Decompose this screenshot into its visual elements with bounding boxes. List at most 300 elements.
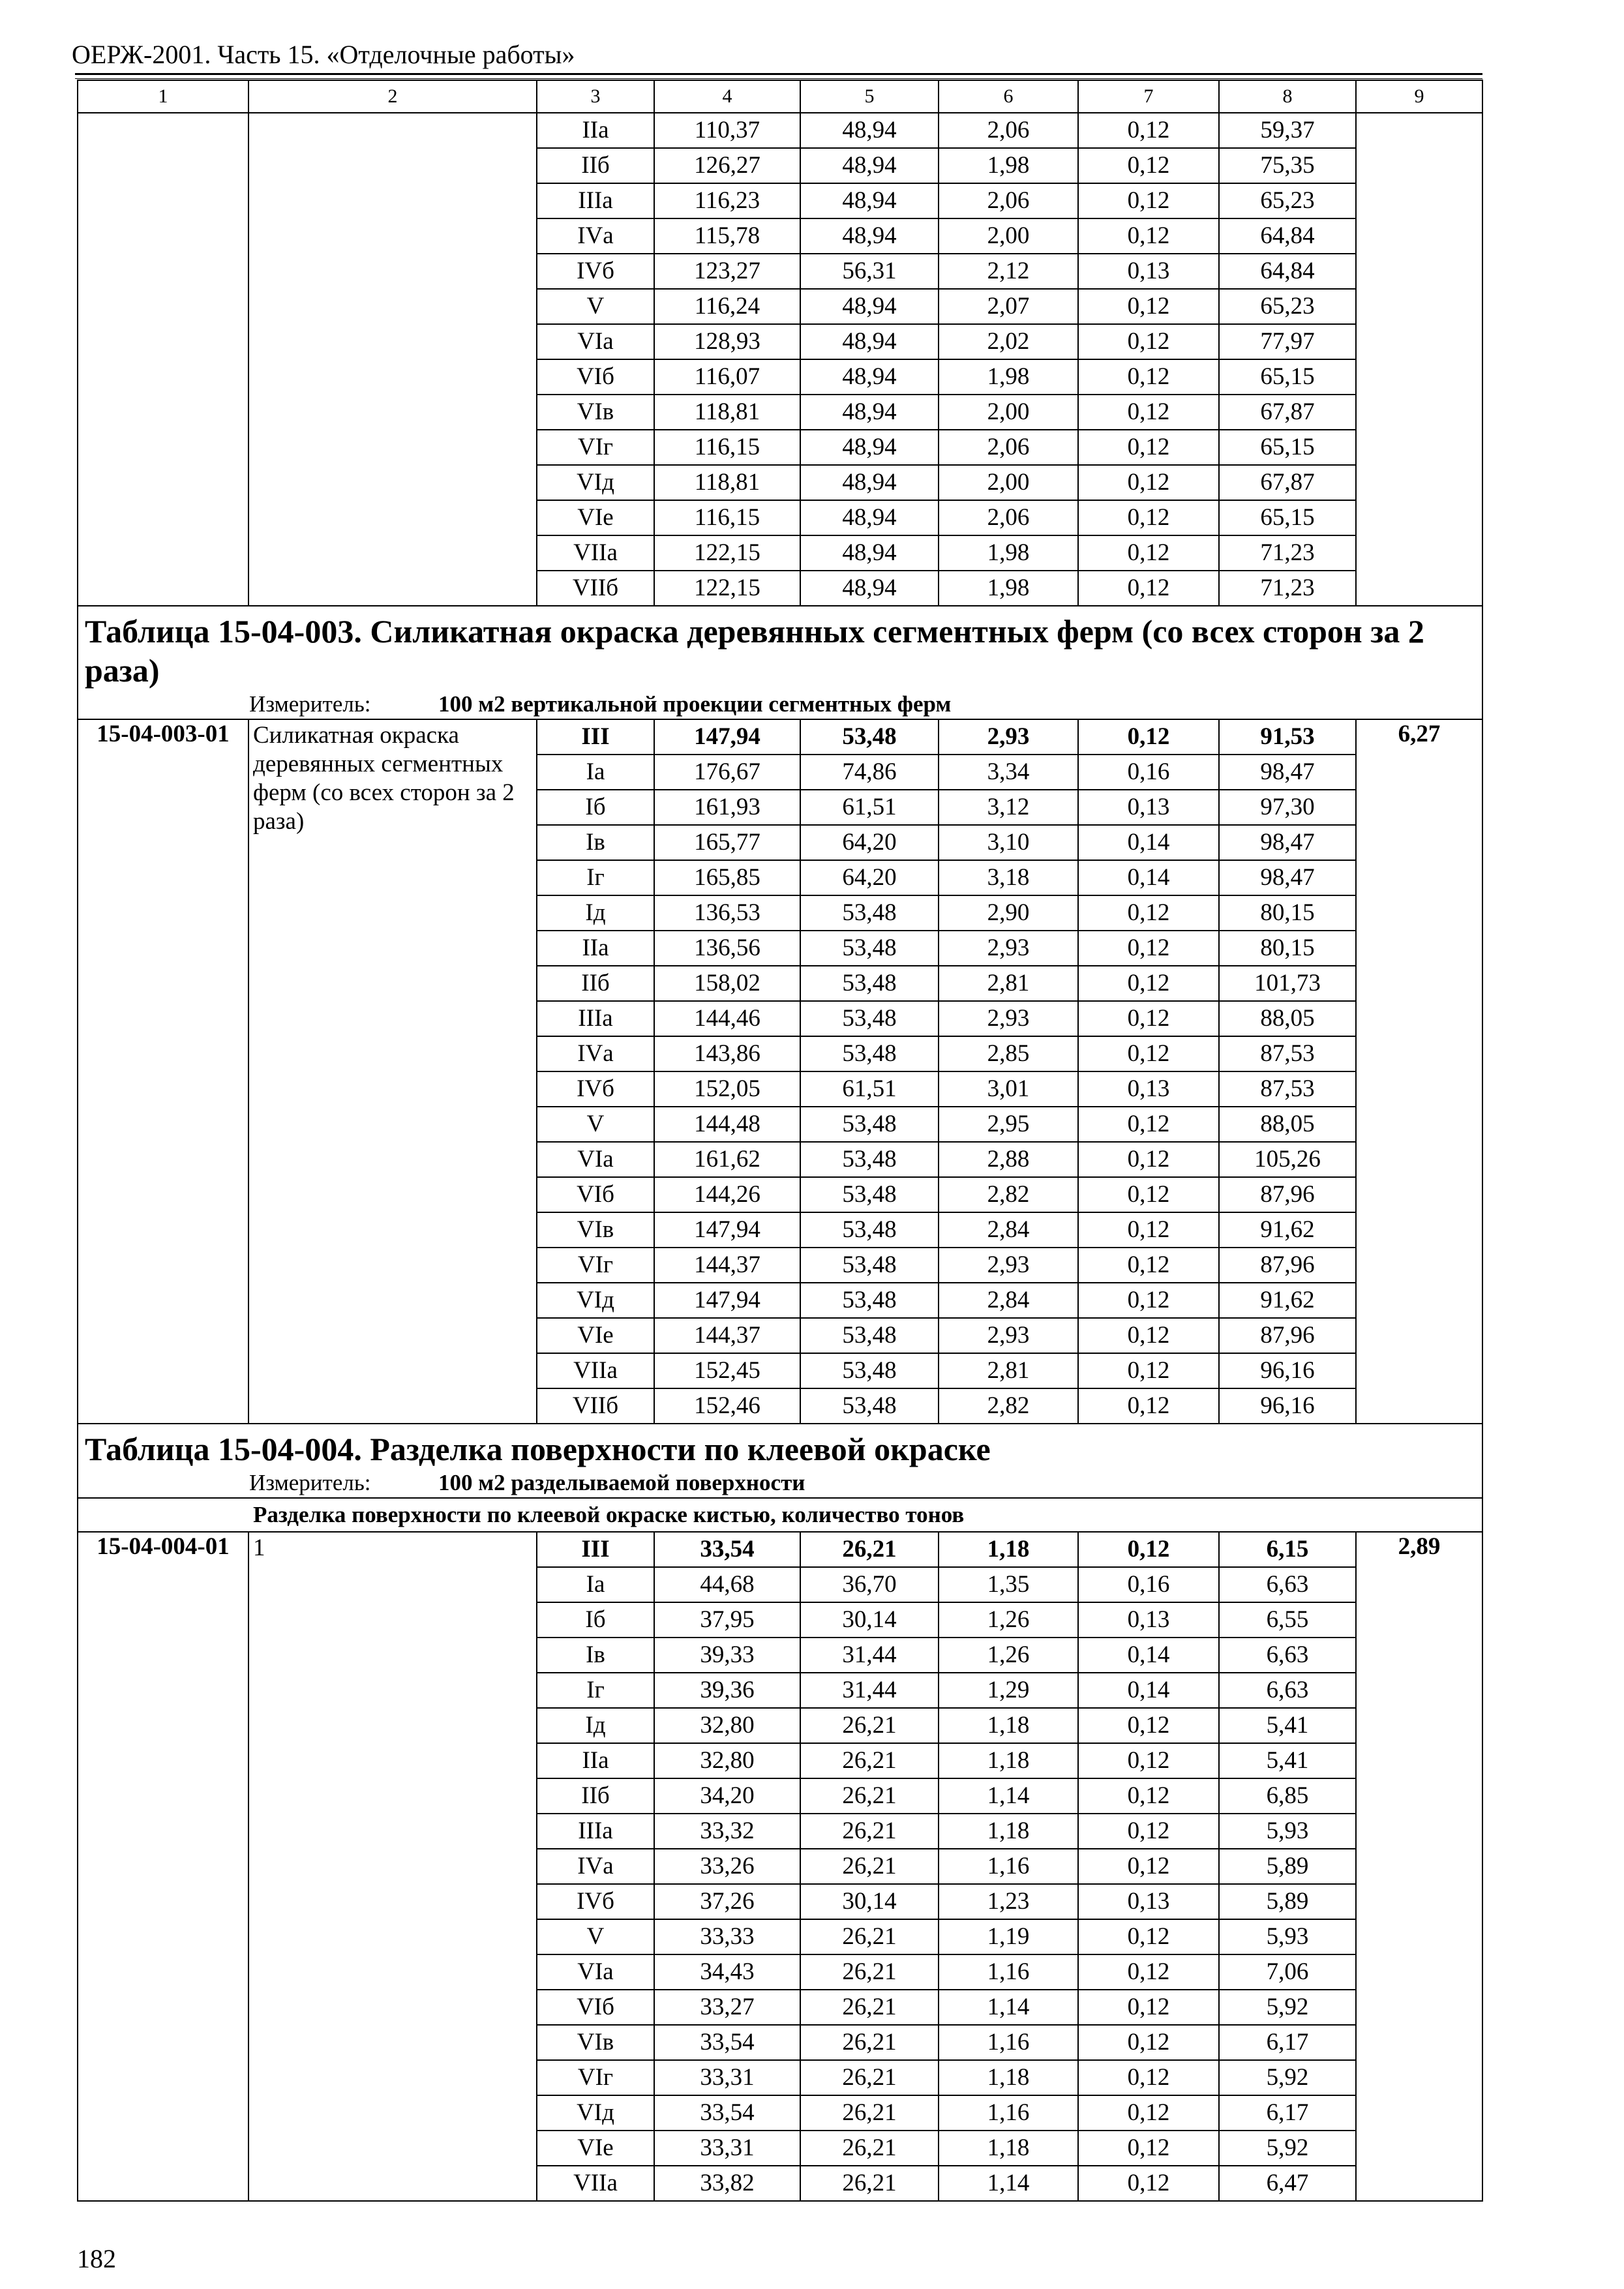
value-cell: 53,48 [800,1248,939,1283]
value-cell: 88,05 [1219,1107,1356,1142]
value-cell: 1,16 [939,1954,1078,1990]
value-cell: 32,80 [654,1743,800,1778]
value-cell: 98,47 [1219,755,1356,790]
value-cell: IIб [537,148,654,183]
value-cell: 80,15 [1219,895,1356,931]
value-cell: 53,48 [800,719,939,755]
value-cell: 1,18 [939,1743,1078,1778]
value-cell: 0,12 [1078,289,1219,324]
value-cell: V [537,1919,654,1954]
header-rule-thin [75,78,1482,79]
value-cell: 0,13 [1078,790,1219,825]
value-cell: 101,73 [1219,966,1356,1001]
table-title-row [78,1424,1482,1469]
value-cell: 0,12 [1078,966,1219,1001]
value-cell: 53,48 [800,1353,939,1388]
value-cell: 6,15 [1219,1532,1356,1567]
value-cell: 6,17 [1219,2025,1356,2060]
value-cell: 0,12 [1078,1532,1219,1567]
value-cell: 53,48 [800,1318,939,1353]
value-cell: 67,87 [1219,465,1356,500]
value-cell: 105,26 [1219,1142,1356,1177]
rates-table [77,80,1483,2202]
value-cell: 0,12 [1078,2060,1219,2095]
value-cell: 161,62 [654,1142,800,1177]
value-cell: 33,54 [654,2095,800,2131]
value-cell: VIIа [537,535,654,571]
value-cell: 2,06 [939,430,1078,465]
value-cell: 30,14 [800,1602,939,1638]
value-cell: 33,31 [654,2131,800,2166]
value-cell: 33,54 [654,1532,800,1567]
value-cell: 87,53 [1219,1071,1356,1107]
value-cell: 87,53 [1219,1036,1356,1071]
value-cell: VIг [537,430,654,465]
value-cell: 53,48 [800,966,939,1001]
value-cell: 6,63 [1219,1638,1356,1673]
value-cell: 1,14 [939,1990,1078,2025]
value-cell: 2,12 [939,254,1078,289]
value-cell: 1,35 [939,1567,1078,1602]
value-cell: 48,94 [800,535,939,571]
value-cell: 26,21 [800,1849,939,1884]
value-cell: 0,12 [1078,1318,1219,1353]
value-cell: Iв [537,825,654,860]
value-cell: 65,15 [1219,359,1356,395]
table-row [78,1532,1482,1567]
value-cell: IIб [537,966,654,1001]
value-cell: 37,95 [654,1602,800,1638]
value-cell: VIIб [537,571,654,606]
value-cell: V [537,1107,654,1142]
value-cell: 56,31 [800,254,939,289]
value-cell: Iд [537,1708,654,1743]
value-cell: 1,18 [939,2131,1078,2166]
value-cell: 0,12 [1078,1849,1219,1884]
value-cell: 6,85 [1219,1778,1356,1814]
value-cell: 53,48 [800,895,939,931]
value-cell: 136,53 [654,895,800,931]
table-title: Таблица 15-04-004. Разделка поверхности по клеевой окраске [78,1424,1482,1469]
value-cell: 165,85 [654,860,800,895]
value-cell: 65,15 [1219,500,1356,535]
value-cell: 128,93 [654,324,800,359]
value-cell: VIа [537,324,654,359]
header-rule [75,73,1482,75]
value-cell: 34,43 [654,1954,800,1990]
value-cell: 5,92 [1219,2131,1356,2166]
value-cell: 144,26 [654,1177,800,1212]
value-cell: 0,12 [1078,571,1219,606]
value-cell: 26,21 [800,2060,939,2095]
value-cell: 0,12 [1078,2025,1219,2060]
value-cell: Iб [537,790,654,825]
value-cell: 0,12 [1078,1814,1219,1849]
measure-cell [78,690,1482,719]
value-cell: 71,23 [1219,535,1356,571]
value-cell: 0,12 [1078,500,1219,535]
value-cell: 122,15 [654,571,800,606]
value-cell: VIе [537,1318,654,1353]
value-cell: Iб [537,1602,654,1638]
measure-label: Измеритель: [249,1470,371,1495]
value-cell: 0,12 [1078,1248,1219,1283]
value-cell: 1,26 [939,1602,1078,1638]
value-cell: 33,54 [654,2025,800,2060]
value-cell: 0,13 [1078,254,1219,289]
value-cell: 0,16 [1078,755,1219,790]
value-cell: 0,13 [1078,1071,1219,1107]
value-cell: 32,80 [654,1708,800,1743]
value-cell: 48,94 [800,289,939,324]
col9-cell: 2,89 [1356,1532,1482,2201]
column-number-cell: 6 [939,80,1078,113]
value-cell: 26,21 [800,2131,939,2166]
value-cell: 0,12 [1078,1353,1219,1388]
value-cell: 26,21 [800,1778,939,1814]
value-cell: 0,14 [1078,1673,1219,1708]
value-cell: 2,00 [939,218,1078,254]
value-cell: 80,15 [1219,931,1356,966]
value-cell: 147,94 [654,1283,800,1318]
value-cell: 1,98 [939,148,1078,183]
value-cell: 118,81 [654,395,800,430]
value-cell: IIб [537,1778,654,1814]
value-cell: 5,93 [1219,1919,1356,1954]
value-cell: 31,44 [800,1673,939,1708]
value-cell: 3,12 [939,790,1078,825]
value-cell: 161,93 [654,790,800,825]
value-cell: 0,12 [1078,1954,1219,1990]
value-cell: 6,63 [1219,1567,1356,1602]
value-cell: 0,14 [1078,825,1219,860]
value-cell: 53,48 [800,1107,939,1142]
value-cell: VIг [537,2060,654,2095]
value-cell: 26,21 [800,1814,939,1849]
value-cell: 53,48 [800,1177,939,1212]
value-cell: 126,27 [654,148,800,183]
value-cell: 2,82 [939,1177,1078,1212]
value-cell: 1,18 [939,1532,1078,1567]
column-number-row [78,80,1482,113]
value-cell: 0,12 [1078,1177,1219,1212]
value-cell: VIг [537,1248,654,1283]
value-cell: 0,12 [1078,1036,1219,1071]
value-cell: 1,98 [939,359,1078,395]
value-cell: 147,94 [654,1212,800,1248]
value-cell: 2,06 [939,183,1078,218]
value-cell: 0,14 [1078,1638,1219,1673]
value-cell: 53,48 [800,1142,939,1177]
value-cell: 1,16 [939,1849,1078,1884]
value-cell: 26,21 [800,1708,939,1743]
value-cell: 116,23 [654,183,800,218]
value-cell: IVб [537,254,654,289]
value-cell: 152,46 [654,1388,800,1424]
value-cell: 74,86 [800,755,939,790]
value-cell: 36,70 [800,1567,939,1602]
value-cell: 59,37 [1219,113,1356,148]
value-cell: 53,48 [800,1212,939,1248]
value-cell: 2,06 [939,113,1078,148]
value-cell: IVб [537,1071,654,1107]
value-cell: 33,82 [654,2166,800,2201]
page-header: ОЕРЖ-2001. Часть 15. «Отделочные работы» [72,40,575,69]
value-cell: 2,06 [939,500,1078,535]
column-number-cell: 1 [78,80,248,113]
value-cell: Iд [537,895,654,931]
value-cell: 96,16 [1219,1388,1356,1424]
value-cell: 2,88 [939,1142,1078,1177]
rate-name: 1 [248,1532,537,2201]
value-cell: 2,93 [939,1318,1078,1353]
value-cell: 48,94 [800,148,939,183]
table-title: Таблица 15-04-003. Силикатная окраска деревянных сегментных ферм (со всех сторон за 2 раза) [78,606,1482,690]
value-cell: VIд [537,1283,654,1318]
value-cell: 0,12 [1078,1708,1219,1743]
value-cell: 118,81 [654,465,800,500]
value-cell: 26,21 [800,2095,939,2131]
value-cell: 0,12 [1078,1743,1219,1778]
value-cell: 0,14 [1078,860,1219,895]
value-cell: VIд [537,465,654,500]
value-cell: 65,15 [1219,430,1356,465]
value-cell: 33,27 [654,1990,800,2025]
value-cell: 2,93 [939,1001,1078,1036]
value-cell: 0,12 [1078,430,1219,465]
page-number: 182 [77,2244,116,2273]
value-cell: 122,15 [654,535,800,571]
value-cell: VIб [537,1990,654,2025]
value-cell: 0,12 [1078,148,1219,183]
value-cell: IIIа [537,1814,654,1849]
value-cell: 2,84 [939,1212,1078,1248]
value-cell: 65,23 [1219,183,1356,218]
rate-code: 15-04-003-01 [78,719,248,1424]
value-cell: 0,12 [1078,324,1219,359]
value-cell: 158,02 [654,966,800,1001]
value-cell: 6,63 [1219,1673,1356,1708]
value-cell: 6,47 [1219,2166,1356,2201]
value-cell: 87,96 [1219,1248,1356,1283]
measure-label: Измеритель: [249,691,371,717]
value-cell: 0,12 [1078,1142,1219,1177]
value-cell: 1,98 [939,571,1078,606]
value-cell: 2,02 [939,324,1078,359]
value-cell: 2,93 [939,931,1078,966]
value-cell: 48,94 [800,430,939,465]
value-cell: 0,12 [1078,895,1219,931]
value-cell: VIв [537,1212,654,1248]
value-cell: 6,17 [1219,2095,1356,2131]
value-cell: 116,24 [654,289,800,324]
value-cell: 48,94 [800,113,939,148]
value-cell: 44,68 [654,1567,800,1602]
value-cell: 1,19 [939,1919,1078,1954]
value-cell: IIIа [537,183,654,218]
value-cell: 75,35 [1219,148,1356,183]
value-cell: IVа [537,1036,654,1071]
value-cell: 97,30 [1219,790,1356,825]
rate-code: 15-04-004-01 [78,1532,248,2201]
table-title-row [78,606,1482,690]
value-cell: 2,81 [939,1353,1078,1388]
value-cell: VIв [537,395,654,430]
value-cell: 64,20 [800,860,939,895]
column-number-cell: 7 [1078,80,1219,113]
value-cell: 0,12 [1078,183,1219,218]
value-cell: V [537,289,654,324]
value-cell: 61,51 [800,1071,939,1107]
column-number-cell: 8 [1219,80,1356,113]
value-cell: 1,23 [939,1884,1078,1919]
value-cell: 144,48 [654,1107,800,1142]
value-cell: IIа [537,1743,654,1778]
value-cell: Iв [537,1638,654,1673]
value-cell: 2,95 [939,1107,1078,1142]
value-cell: 116,15 [654,430,800,465]
value-cell: 1,26 [939,1638,1078,1673]
value-cell: 2,84 [939,1283,1078,1318]
value-cell: 91,62 [1219,1283,1356,1318]
value-cell: 0,16 [1078,1567,1219,1602]
value-cell: 37,26 [654,1884,800,1919]
value-cell: 26,21 [800,2025,939,2060]
value-cell: 144,46 [654,1001,800,1036]
value-cell: 0,13 [1078,1884,1219,1919]
value-cell: VIа [537,1142,654,1177]
value-cell: Iг [537,1673,654,1708]
value-cell: 0,12 [1078,1107,1219,1142]
column-number-cell: 3 [537,80,654,113]
value-cell: 0,12 [1078,1283,1219,1318]
value-cell: 0,12 [1078,535,1219,571]
value-cell: VIд [537,2095,654,2131]
value-cell: 33,31 [654,2060,800,2095]
subheading: Разделка поверхности по клеевой окраске кистью, количество тонов [78,1498,1482,1532]
value-cell: 1,16 [939,2095,1078,2131]
value-cell: Iг [537,860,654,895]
value-cell: 53,48 [800,1283,939,1318]
value-cell: 77,97 [1219,324,1356,359]
value-cell: 116,07 [654,359,800,395]
value-cell: 3,34 [939,755,1078,790]
value-cell: 26,21 [800,1919,939,1954]
value-cell: VIв [537,2025,654,2060]
value-cell: 5,41 [1219,1743,1356,1778]
measure-cell [78,1469,1482,1498]
value-cell: IVа [537,1849,654,1884]
value-cell: 116,15 [654,500,800,535]
value-cell: 33,33 [654,1919,800,1954]
value-cell: III [537,1532,654,1567]
value-cell: 1,18 [939,1814,1078,1849]
column-number-cell: 4 [654,80,800,113]
value-cell: 1,14 [939,2166,1078,2201]
value-cell: 1,98 [939,535,1078,571]
value-cell: VIе [537,2131,654,2166]
code-cell [78,113,248,606]
value-cell: 0,12 [1078,1212,1219,1248]
value-cell: 0,12 [1078,2131,1219,2166]
value-cell: 1,14 [939,1778,1078,1814]
value-cell: 0,12 [1078,931,1219,966]
value-cell: 34,20 [654,1778,800,1814]
value-cell: 39,36 [654,1673,800,1708]
value-cell: 48,94 [800,183,939,218]
value-cell: IVб [537,1884,654,1919]
value-cell: 0,12 [1078,359,1219,395]
value-cell: 5,89 [1219,1849,1356,1884]
value-cell: 48,94 [800,465,939,500]
value-cell: 0,12 [1078,465,1219,500]
value-cell: 123,27 [654,254,800,289]
value-cell: 96,16 [1219,1353,1356,1388]
value-cell: 0,12 [1078,1990,1219,2025]
value-cell: III [537,719,654,755]
value-cell: 3,10 [939,825,1078,860]
value-cell: 0,12 [1078,1778,1219,1814]
value-cell: 2,82 [939,1388,1078,1424]
col9-cell: 6,27 [1356,719,1482,1424]
value-cell: 98,47 [1219,825,1356,860]
value-cell: 165,77 [654,825,800,860]
value-cell: 176,67 [654,755,800,790]
value-cell: 48,94 [800,571,939,606]
measure-row [78,690,1482,719]
value-cell: 71,23 [1219,571,1356,606]
value-cell: Iа [537,755,654,790]
value-cell: VIIб [537,1388,654,1424]
value-cell: 91,62 [1219,1212,1356,1248]
value-cell: Iа [537,1567,654,1602]
value-cell: 26,21 [800,2166,939,2201]
value-cell: 5,92 [1219,1990,1356,2025]
value-cell: 147,94 [654,719,800,755]
value-cell: 91,53 [1219,719,1356,755]
value-cell: 0,12 [1078,1388,1219,1424]
value-cell: VIб [537,359,654,395]
rate-name: Силикатная окраска деревянных сегментных ферм (со всех сторон за 2 раза) [248,719,537,1424]
measure-value: 100 м2 вертикальной проекции сегментных ферм [438,691,952,717]
value-cell: 87,96 [1219,1318,1356,1353]
value-cell: IIа [537,113,654,148]
column-number-cell: 5 [800,80,939,113]
value-cell: 2,81 [939,966,1078,1001]
value-cell: IVа [537,218,654,254]
value-cell: 48,94 [800,359,939,395]
value-cell: 2,00 [939,465,1078,500]
value-cell: 87,96 [1219,1177,1356,1212]
value-cell: 144,37 [654,1318,800,1353]
value-cell: 0,12 [1078,719,1219,755]
value-cell: 152,05 [654,1071,800,1107]
measure-value: 100 м2 разделываемой поверхности [438,1470,805,1495]
value-cell: 110,37 [654,113,800,148]
column-number-cell: 9 [1356,80,1482,113]
value-cell: VIIа [537,2166,654,2201]
name-cell [248,113,537,606]
col9-cell [1356,113,1482,606]
value-cell: 98,47 [1219,860,1356,895]
value-cell: 26,21 [800,1743,939,1778]
value-cell: 31,44 [800,1638,939,1673]
value-cell: 6,55 [1219,1602,1356,1638]
value-cell: 0,12 [1078,1919,1219,1954]
value-cell: 53,48 [800,1388,939,1424]
value-cell: 152,45 [654,1353,800,1388]
value-cell: 26,21 [800,1990,939,2025]
